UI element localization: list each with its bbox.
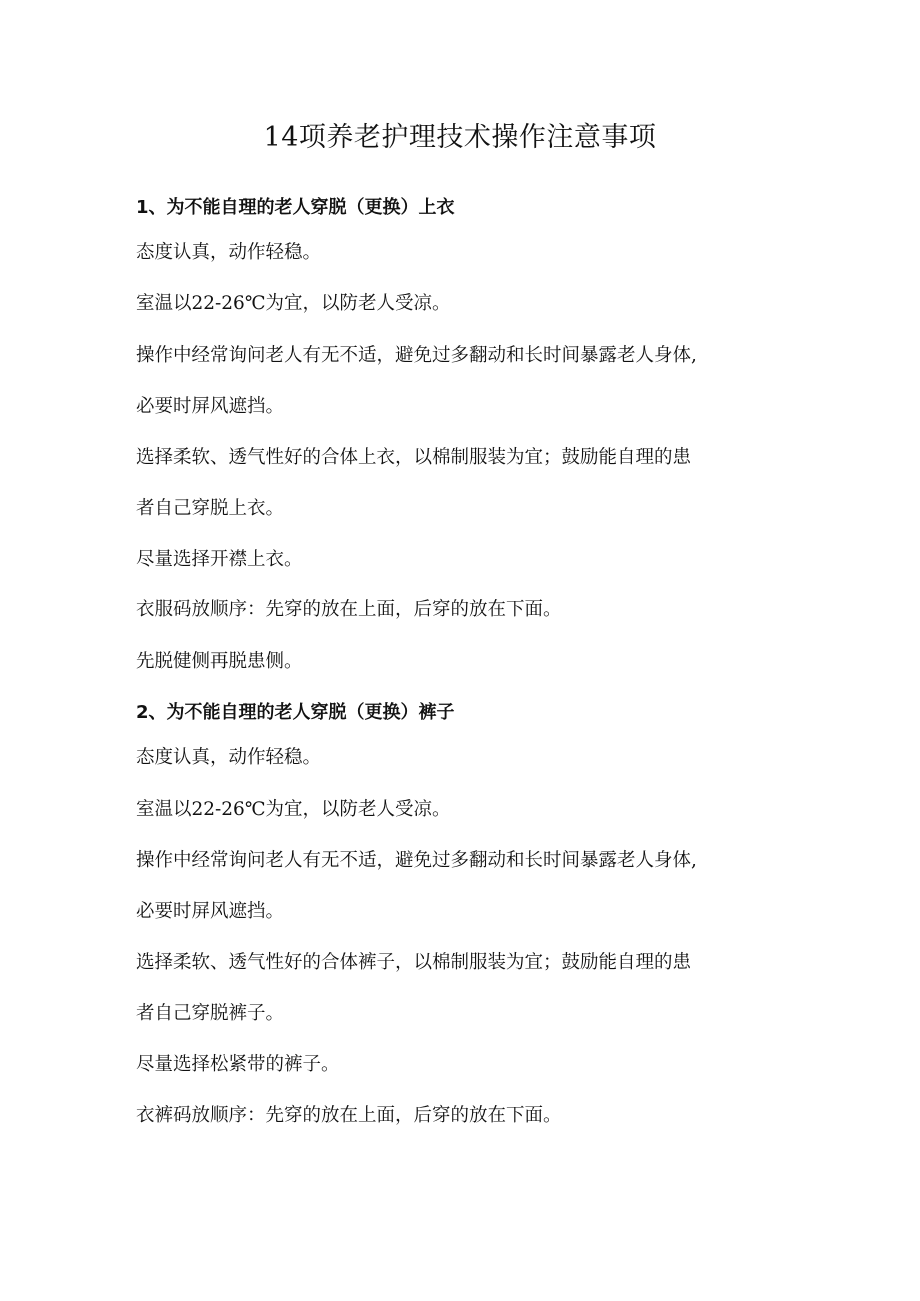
- section-2-heading: 2、为不能自理的老人穿脱（更换）裤子: [136, 702, 455, 723]
- paragraph-line: 操作中经常询问老人有无不适，避免过多翻动和长时间暴露老人身体,: [136, 345, 697, 366]
- paragraph-line: 衣裤码放顺序：先穿的放在上面，后穿的放在下面。: [136, 1105, 562, 1126]
- section-1-heading: 1、为不能自理的老人穿脱（更换）上衣: [136, 197, 455, 218]
- paragraph-line: 衣服码放顺序：先穿的放在上面，后穿的放在下面。: [136, 599, 562, 620]
- paragraph-line: 态度认真，动作轻稳。: [136, 242, 322, 263]
- paragraph-line: 先脱健侧再脱患侧。: [136, 651, 303, 672]
- paragraph-line: 必要时屏风遮挡。: [136, 901, 285, 922]
- paragraph-line: 者自己穿脱裤子。: [136, 1003, 285, 1024]
- paragraph-line: 室温以22-26℃为宜，以防老人受凉。: [136, 293, 451, 314]
- paragraph-line: 选择柔软、透气性好的合体上衣，以棉制服装为宜；鼓励能自理的患: [136, 447, 692, 468]
- paragraph-line: 选择柔软、透气性好的合体裤子，以棉制服装为宜；鼓励能自理的患: [136, 952, 692, 973]
- paragraph-line: 尽量选择松紧带的裤子。: [136, 1054, 340, 1075]
- paragraph-line: 室温以22-26℃为宜，以防老人受凉。: [136, 799, 451, 820]
- paragraph-line: 必要时屏风遮挡。: [136, 396, 285, 417]
- paragraph-line: 尽量选择开襟上衣。: [136, 549, 303, 570]
- paragraph-line: 态度认真，动作轻稳。: [136, 747, 322, 768]
- paragraph-line: 者自己穿脱上衣。: [136, 498, 285, 519]
- page-title: 14项养老护理技术操作注意事项: [263, 122, 657, 153]
- paragraph-line: 操作中经常询问老人有无不适，避免过多翻动和长时间暴露老人身体,: [136, 850, 697, 871]
